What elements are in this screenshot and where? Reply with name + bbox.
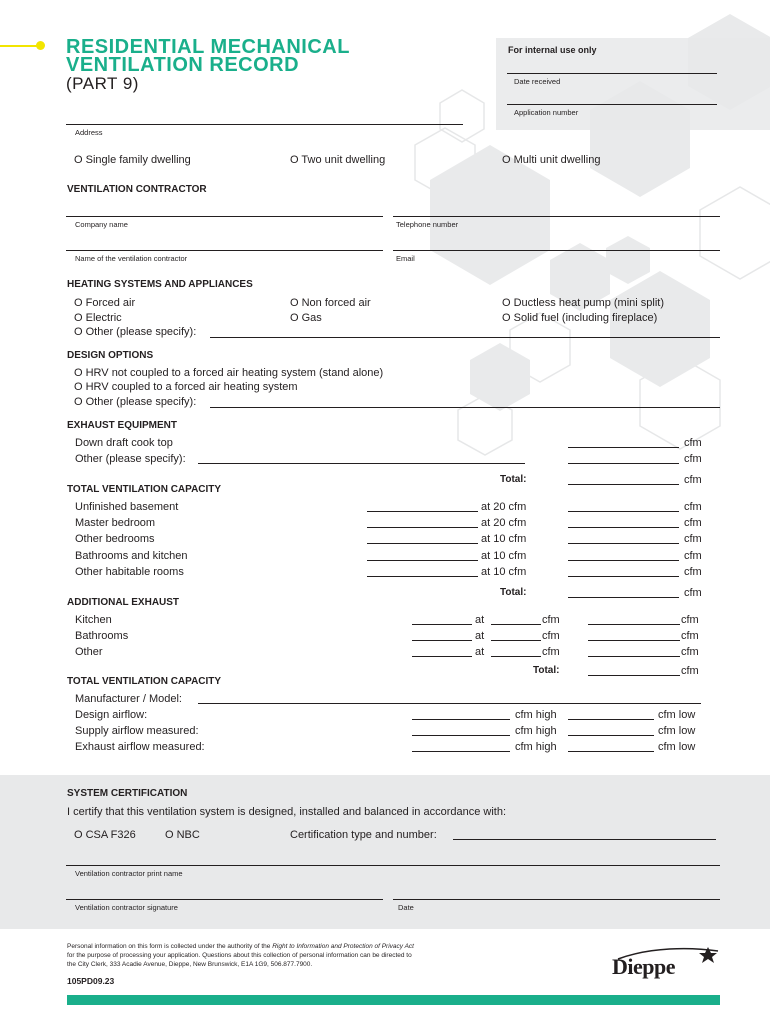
manufacturer-label: Manufacturer / Model: bbox=[75, 693, 182, 705]
solid-fuel-option[interactable]: O Solid fuel (including fireplace) bbox=[502, 312, 658, 324]
additional-row-cfm-unit: cfm bbox=[681, 614, 699, 626]
footer-accent-bar bbox=[67, 995, 720, 1005]
header-accent-dot bbox=[36, 41, 45, 50]
capacity-row-cfm-field[interactable] bbox=[568, 560, 679, 561]
capacity-row-rate: at 10 cfm bbox=[481, 550, 527, 562]
capacity-heading: TOTAL VENTILATION CAPACITY bbox=[67, 484, 222, 495]
privacy-notice-line1: Personal information on this form is collected under the authority of the bbox=[67, 943, 273, 950]
capacity-row-rate: at 20 cfm bbox=[481, 517, 527, 529]
capacity-row-count-field[interactable] bbox=[367, 543, 478, 544]
capacity-total-field[interactable] bbox=[568, 597, 679, 598]
design-other-option[interactable]: O Other (please specify): bbox=[74, 396, 197, 408]
capacity-total-cfm-unit: cfm bbox=[684, 587, 702, 599]
exhaust-other-cfm-unit: cfm bbox=[684, 453, 702, 465]
additional-row-at: at bbox=[475, 646, 485, 658]
design-other-field[interactable] bbox=[210, 407, 720, 408]
capacity-row-cfm-field[interactable] bbox=[568, 576, 679, 577]
form-title-line1: RESIDENTIAL MECHANICAL bbox=[66, 36, 350, 58]
additional-row-cfm-unit: cfm bbox=[681, 630, 699, 642]
form-title-line2: VENTILATION RECORD bbox=[66, 54, 300, 76]
design-airflow-high-unit: cfm high bbox=[515, 709, 557, 721]
print-name-field[interactable] bbox=[66, 865, 720, 866]
capacity-row-cfm-unit: cfm bbox=[684, 550, 702, 562]
additional-total-label: Total: bbox=[533, 665, 560, 676]
additional-row-cfm-field[interactable] bbox=[588, 624, 680, 625]
cooktop-label: Down draft cook top bbox=[75, 437, 173, 449]
design-airflow-label: Design airflow: bbox=[75, 709, 148, 721]
capacity-row-cfm-field[interactable] bbox=[568, 527, 679, 528]
capacity-row-rate: at 20 cfm bbox=[481, 501, 527, 513]
additional-row-qty-field[interactable] bbox=[412, 640, 472, 641]
heating-other-field[interactable] bbox=[210, 337, 720, 338]
supply-airflow-low-field[interactable] bbox=[568, 735, 654, 736]
exhaust-airflow-low-unit: cfm low bbox=[658, 741, 696, 753]
company-name-field[interactable] bbox=[66, 216, 383, 217]
capacity-row-cfm-field[interactable] bbox=[568, 543, 679, 544]
capacity-row-count-field[interactable] bbox=[367, 576, 478, 577]
company-name-label: Company name bbox=[75, 220, 128, 229]
capacity-row-count-field[interactable] bbox=[367, 560, 478, 561]
csa-option[interactable]: O CSA F326 bbox=[74, 829, 136, 841]
form-subtitle: (PART 9) bbox=[66, 74, 139, 93]
certification-heading: SYSTEM CERTIFICATION bbox=[67, 788, 188, 799]
additional-total-field[interactable] bbox=[588, 675, 680, 676]
dieppe-logo-text: Dieppe bbox=[612, 954, 675, 979]
electric-option[interactable]: O Electric bbox=[74, 312, 122, 324]
forced-air-option[interactable]: O Forced air bbox=[74, 297, 136, 309]
exhaust-total-field[interactable] bbox=[568, 484, 679, 485]
gas-option[interactable]: O Gas bbox=[290, 312, 322, 324]
email-label: Email bbox=[396, 254, 415, 263]
capacity-row-cfm-unit: cfm bbox=[684, 517, 702, 529]
application-number-field[interactable] bbox=[507, 104, 717, 105]
supply-airflow-label: Supply airflow measured: bbox=[75, 725, 199, 737]
capacity-row-cfm-field[interactable] bbox=[568, 511, 679, 512]
contractor-heading: VENTILATION CONTRACTOR bbox=[67, 184, 207, 195]
exhaust-other-cfm-field[interactable] bbox=[568, 463, 679, 464]
additional-row-qty-field[interactable] bbox=[412, 656, 472, 657]
dieppe-logo bbox=[610, 945, 720, 985]
design-heading: DESIGN OPTIONS bbox=[67, 350, 154, 361]
two-unit-option[interactable]: O Two unit dwelling bbox=[290, 154, 386, 166]
additional-row-cfm-unit: cfm bbox=[681, 646, 699, 658]
heating-heading: HEATING SYSTEMS AND APPLIANCES bbox=[67, 279, 253, 290]
application-number-label: Application number bbox=[514, 108, 579, 117]
design-airflow-low-field[interactable] bbox=[568, 719, 654, 720]
supply-airflow-low-unit: cfm low bbox=[658, 725, 696, 737]
additional-row-label: Kitchen bbox=[75, 614, 112, 626]
additional-row-label: Other bbox=[75, 646, 103, 658]
date-received-label: Date received bbox=[514, 77, 561, 86]
heating-other-option[interactable]: O Other (please specify): bbox=[74, 326, 197, 338]
exhaust-total-cfm-unit: cfm bbox=[684, 474, 702, 486]
exhaust-airflow-high-field[interactable] bbox=[412, 751, 510, 752]
additional-row-rate-field[interactable] bbox=[491, 656, 541, 657]
single-family-option[interactable]: O Single family dwelling bbox=[74, 154, 191, 166]
design-airflow-high-field[interactable] bbox=[412, 719, 510, 720]
certification-type-field[interactable] bbox=[453, 839, 716, 840]
contractor-name-label: Name of the ventilation contractor bbox=[75, 254, 188, 263]
cooktop-cfm-unit: cfm bbox=[684, 437, 702, 449]
signature-field[interactable] bbox=[66, 899, 383, 900]
exhaust-other-field[interactable] bbox=[198, 463, 525, 464]
exhaust-other-label: Other (please specify): bbox=[75, 453, 186, 465]
additional-row-rate-unit: cfm bbox=[542, 646, 560, 658]
privacy-act-name: Right to Information and Protection of Privacy Act bbox=[272, 943, 414, 950]
additional-row-rate-unit: cfm bbox=[542, 614, 560, 626]
supply-airflow-high-unit: cfm high bbox=[515, 725, 557, 737]
capacity-row-rate: at 10 cfm bbox=[481, 533, 527, 545]
additional-row-qty-field[interactable] bbox=[412, 624, 472, 625]
telephone-label: Telephone number bbox=[396, 220, 459, 229]
signature-label: Ventilation contractor signature bbox=[75, 903, 178, 912]
capacity2-heading: TOTAL VENTILATION CAPACITY bbox=[67, 676, 222, 687]
address-field[interactable] bbox=[66, 124, 463, 125]
cooktop-cfm-field[interactable] bbox=[568, 447, 679, 448]
additional-total-cfm-unit: cfm bbox=[681, 665, 699, 677]
privacy-notice bbox=[67, 942, 537, 969]
exhaust-airflow-high-unit: cfm high bbox=[515, 741, 557, 753]
capacity-row-count-field[interactable] bbox=[367, 527, 478, 528]
print-name-label: Ventilation contractor print name bbox=[75, 869, 183, 878]
header-accent-line bbox=[0, 45, 38, 47]
additional-row-rate-unit: cfm bbox=[542, 630, 560, 642]
additional-row-cfm-field[interactable] bbox=[588, 656, 680, 657]
nbc-option[interactable]: O NBC bbox=[165, 829, 200, 841]
non-forced-air-option[interactable]: O Non forced air bbox=[290, 297, 371, 309]
capacity-row-rate: at 10 cfm bbox=[481, 566, 527, 578]
exhaust-total-label: Total: bbox=[500, 474, 527, 485]
additional-row-rate-field[interactable] bbox=[491, 640, 541, 641]
capacity-row-cfm-unit: cfm bbox=[684, 533, 702, 545]
additional-heading: ADDITIONAL EXHAUST bbox=[67, 597, 180, 608]
additional-row-rate-field[interactable] bbox=[491, 624, 541, 625]
date-label: Date bbox=[398, 903, 414, 912]
email-field[interactable] bbox=[393, 250, 720, 251]
capacity-row-cfm-unit: cfm bbox=[684, 501, 702, 513]
capacity-row-cfm-unit: cfm bbox=[684, 566, 702, 578]
additional-row-at: at bbox=[475, 630, 485, 642]
form-code: 105PD09.23 bbox=[67, 976, 115, 986]
telephone-field[interactable] bbox=[393, 216, 720, 217]
capacity-total-label: Total: bbox=[500, 587, 527, 598]
date-received-field[interactable] bbox=[507, 73, 717, 74]
capacity-row-label: Master bedroom bbox=[75, 517, 156, 529]
additional-row-at: at bbox=[475, 614, 485, 626]
additional-row-label: Bathrooms bbox=[75, 630, 129, 642]
capacity-row-label: Bathrooms and kitchen bbox=[75, 550, 188, 562]
exhaust-airflow-low-field[interactable] bbox=[568, 751, 654, 752]
capacity-row-label: Other bedrooms bbox=[75, 533, 155, 545]
date-field[interactable] bbox=[393, 899, 720, 900]
capacity-row-count-field[interactable] bbox=[367, 511, 478, 512]
internal-use-label: For internal use only bbox=[508, 45, 597, 55]
privacy-notice-line2: for the purpose of processing your application. Questions about this collection of personal information can be directed to bbox=[67, 952, 412, 959]
privacy-notice-line3: the City Clerk, 333 Acadie Avenue, Dieppe, New Brunswick, E1A 1G9, 506.877.7900. bbox=[67, 961, 313, 968]
capacity-row-label: Other habitable rooms bbox=[75, 566, 184, 578]
capacity-row-label: Unfinished basement bbox=[75, 501, 179, 513]
multi-unit-option[interactable]: O Multi unit dwelling bbox=[502, 154, 601, 166]
contractor-name-field[interactable] bbox=[66, 250, 383, 251]
additional-row-cfm-field[interactable] bbox=[588, 640, 680, 641]
certification-type-label: Certification type and number: bbox=[290, 829, 437, 841]
hrv-coupled-option[interactable]: O HRV coupled to a forced air heating system bbox=[74, 381, 298, 393]
design-airflow-low-unit: cfm low bbox=[658, 709, 696, 721]
hrv-standalone-option[interactable]: O HRV not coupled to a forced air heating system (stand alone) bbox=[74, 367, 384, 379]
address-label: Address bbox=[75, 128, 103, 137]
manufacturer-field[interactable] bbox=[198, 703, 701, 704]
exhaust-airflow-label: Exhaust airflow measured: bbox=[75, 741, 205, 753]
certification-statement: I certify that this ventilation system is designed, installed and balanced in accordance with: bbox=[67, 806, 507, 818]
supply-airflow-high-field[interactable] bbox=[412, 735, 510, 736]
ductless-option[interactable]: O Ductless heat pump (mini split) bbox=[502, 297, 664, 309]
exhaust-heading: EXHAUST EQUIPMENT bbox=[67, 420, 178, 431]
